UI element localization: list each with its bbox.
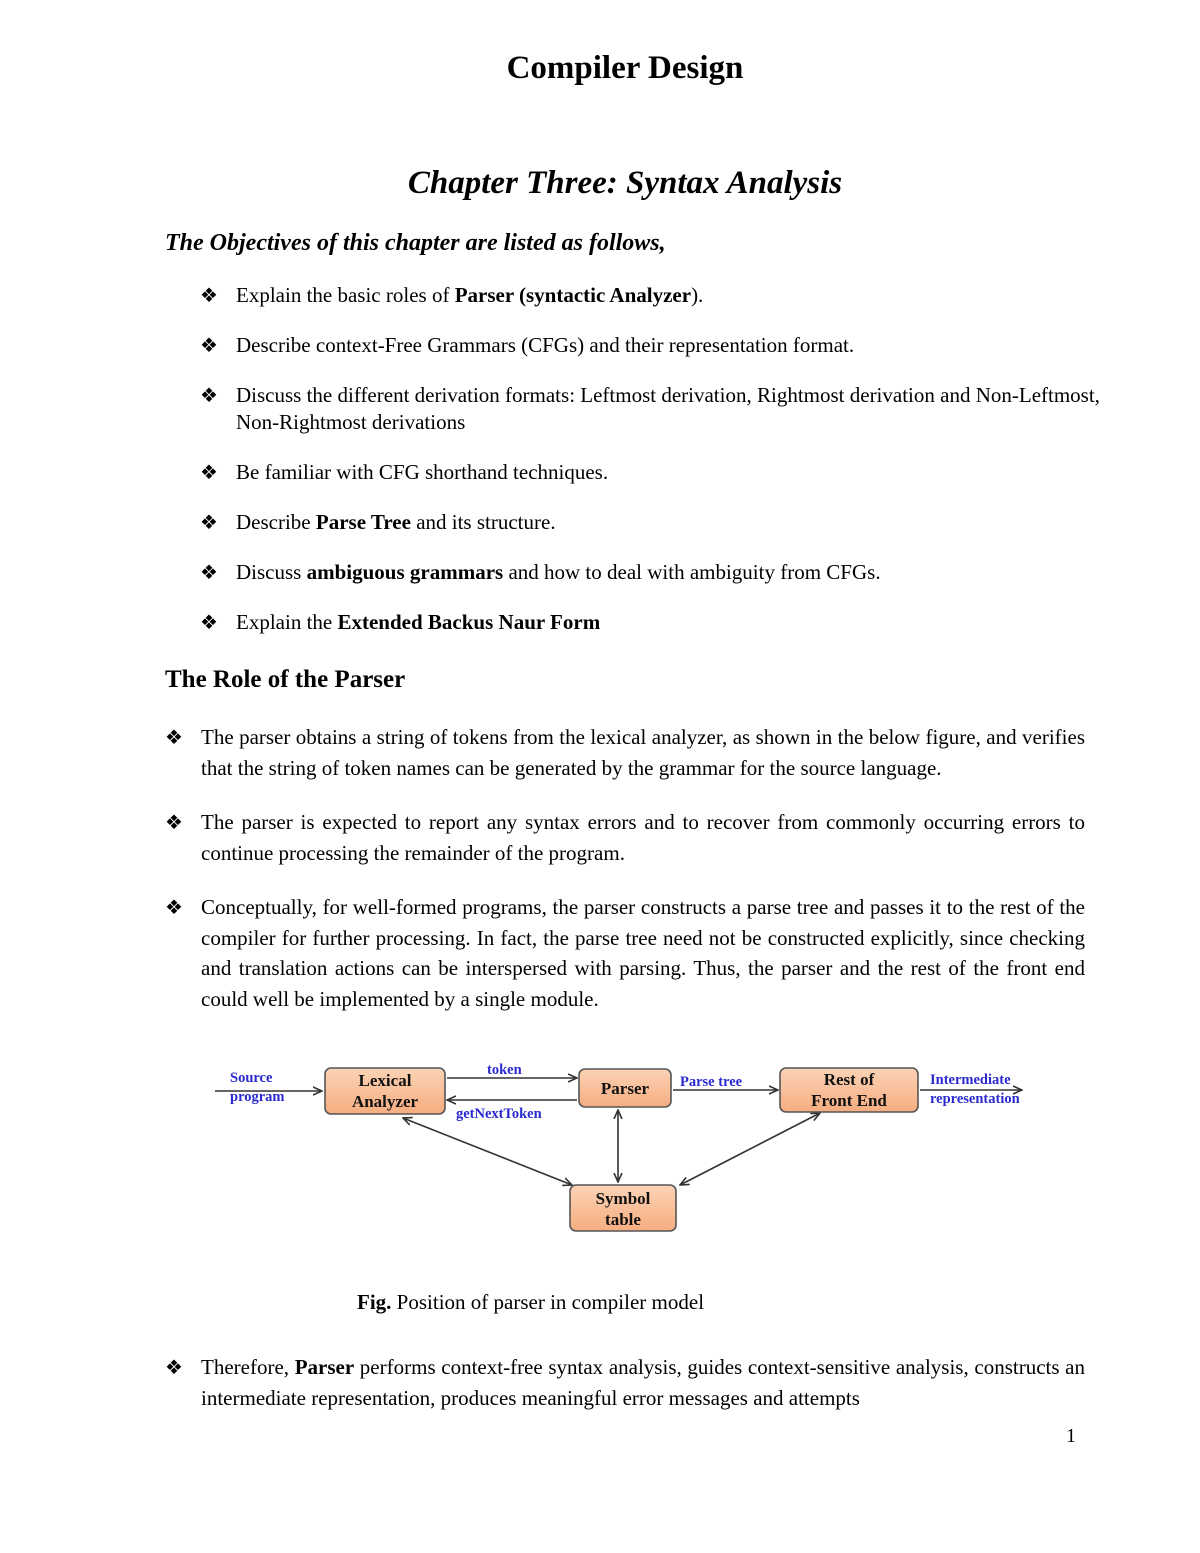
diamond-bullet-icon: ❖ <box>200 283 218 307</box>
objective-text: Describe <box>236 510 316 534</box>
source-label-1: Source <box>230 1070 273 1086</box>
role-point <box>165 807 1085 868</box>
diamond-bullet-icon: ❖ <box>165 1355 183 1379</box>
objectives-list <box>200 282 1100 659</box>
objectives-heading: The Objectives of this chapter are listed as follows, <box>165 230 666 256</box>
diamond-bullet-icon: ❖ <box>200 460 218 484</box>
conclusion-text-end: performs context-free syntax analysis, guides context-sensitive analysis, constructs an intermediate representation, produces meaningful error messages and attempts <box>201 1355 1086 1410</box>
rest-label-1: Rest of <box>823 1070 875 1089</box>
document-title: Compiler Design <box>506 50 744 86</box>
objective-bold-text: Parser (syntactic Analyzer <box>454 283 692 307</box>
objective-item <box>200 609 1100 636</box>
objective-text-end: and how to deal with ambiguity from CFGs. <box>503 560 881 584</box>
conclusion-list <box>165 1352 1085 1413</box>
diamond-bullet-icon: ❖ <box>200 610 218 634</box>
get-next-token-label: getNextToken <box>456 1106 542 1122</box>
role-points-list <box>165 722 1085 1038</box>
diamond-bullet-icon: ❖ <box>165 725 183 749</box>
parse-tree-label: Parse tree <box>680 1074 743 1090</box>
intermediate-label-2: representation <box>930 1091 1020 1107</box>
role-point <box>165 892 1085 1014</box>
figure-caption <box>357 1290 704 1315</box>
parser-label: Parser <box>600 1079 650 1098</box>
lexical-label-1: Lexical <box>358 1071 412 1090</box>
conclusion-text: Therefore, <box>201 1355 295 1379</box>
objective-item <box>200 559 1100 586</box>
conclusion-point <box>165 1352 1085 1413</box>
rest-symbol-arrow <box>680 1113 820 1185</box>
caption-text: Position of parser in compiler model <box>391 1290 705 1314</box>
diamond-bullet-icon: ❖ <box>200 510 218 534</box>
role-point <box>165 722 1085 783</box>
diamond-bullet-icon: ❖ <box>200 383 218 407</box>
diamond-bullet-icon: ❖ <box>200 333 218 357</box>
diamond-bullet-icon: ❖ <box>165 895 183 919</box>
objective-bold-text: Extended Backus Naur Form <box>337 610 601 634</box>
objective-item <box>200 459 1100 486</box>
section-heading: The Role of the Parser <box>165 666 406 693</box>
objective-text: Discuss the different derivation formats: Leftmost derivation, Rightmost derivation and Non-Leftmost, Non-Rightmost derivations <box>236 383 1100 434</box>
caption-bold: Fig. <box>357 1290 392 1314</box>
objective-text-end: and its structure. <box>410 510 556 534</box>
diamond-bullet-icon: ❖ <box>200 560 218 584</box>
objective-item <box>200 382 1100 436</box>
lexical-label-2: Analyzer <box>351 1092 419 1111</box>
objective-text: Describe context-Free Grammars (CFGs) and their representation format. <box>236 333 855 357</box>
conclusion-bold: Parser <box>294 1355 355 1379</box>
objective-item <box>200 282 1100 309</box>
compiler-model-diagram <box>210 1055 1080 1240</box>
objective-text: Explain the basic roles of <box>236 283 455 307</box>
objective-bold-text: Parse Tree <box>315 510 411 534</box>
role-point-text: The parser obtains a string of tokens from the lexical analyzer, as shown in the below figure, and verifies that the string of token names can be generated by the grammar for the source language. <box>201 725 1085 780</box>
symbol-label-1: Symbol <box>595 1189 651 1208</box>
objective-text: Explain the <box>236 610 338 634</box>
objective-bold-text: ambiguous grammars <box>306 560 504 584</box>
objective-item <box>200 509 1100 536</box>
token-label: token <box>487 1062 522 1078</box>
rest-label-2: Front End <box>811 1091 887 1110</box>
chapter-title: Chapter Three: Syntax Analysis <box>407 165 843 201</box>
role-point-text: Conceptually, for well-formed programs, the parser constructs a parse tree and passes it to the rest of the compiler for further processing. In fact, the parse tree need not be constructed explicitly, since checking and translation actions can be interspersed with parsing. Thus, the parser and the rest of the front end could well be implemented by a single module. <box>201 895 1085 1011</box>
objective-text-end: ). <box>691 283 704 307</box>
role-point-text: The parser is expected to report any syntax errors and to recover from commonly occurring errors to continue processing the remainder of the program. <box>201 810 1085 865</box>
lexical-symbol-arrow <box>403 1118 572 1185</box>
page-number: 1 <box>1066 1425 1076 1447</box>
objective-item <box>200 332 1100 359</box>
source-label-2: program <box>230 1089 285 1105</box>
objective-text: Discuss <box>236 560 307 584</box>
symbol-label-2: table <box>605 1210 641 1229</box>
objective-text: Be familiar with CFG shorthand techniques. <box>236 460 609 484</box>
intermediate-label-1: Intermediate <box>930 1072 1011 1088</box>
diamond-bullet-icon: ❖ <box>165 810 183 834</box>
